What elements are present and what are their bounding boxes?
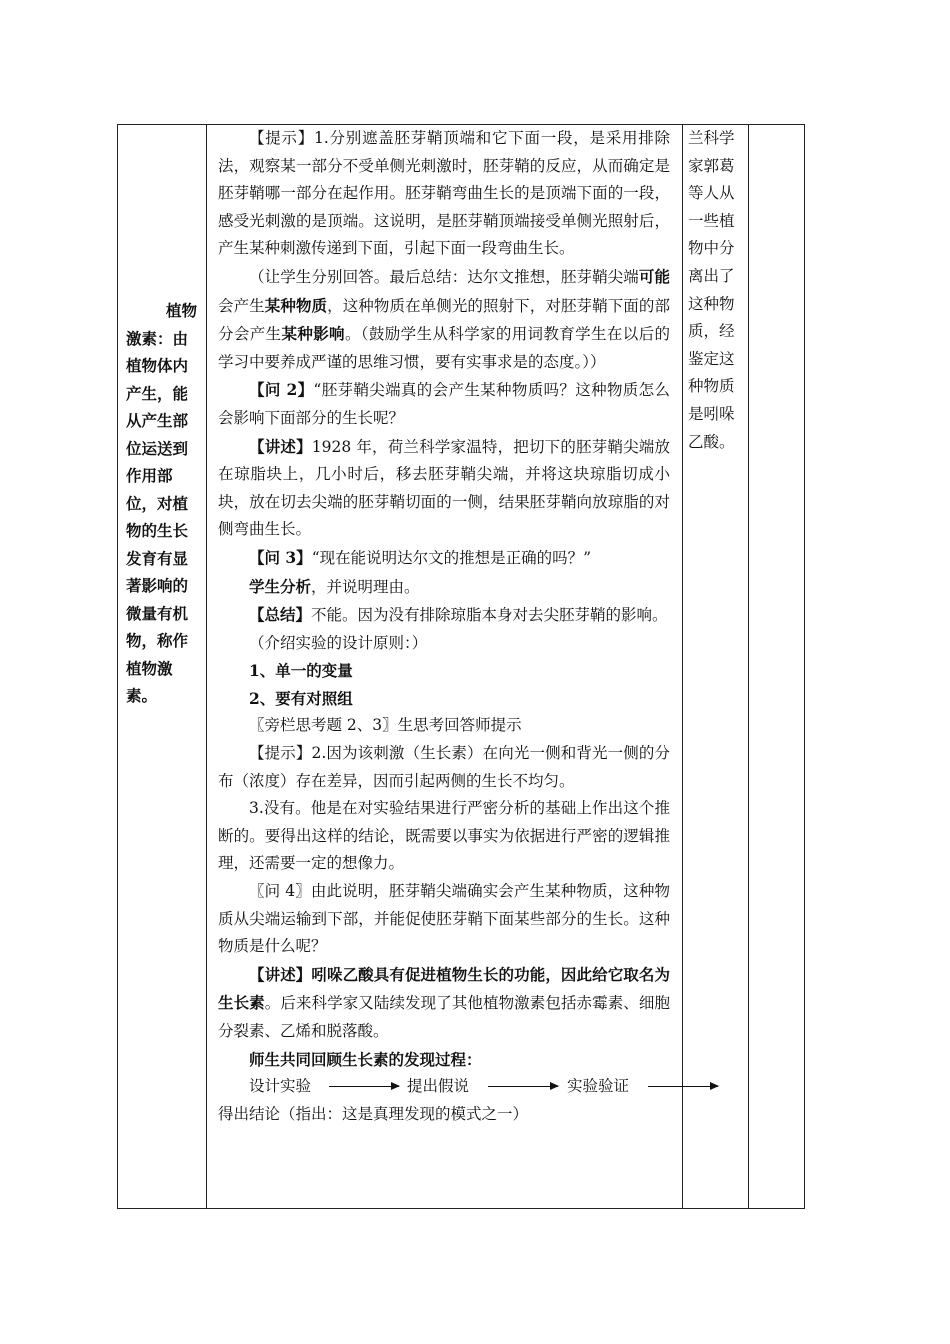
paragraph-sidebar-question: 〖旁栏思考题 2、3〗生思考回答师提示 [249,716,522,735]
paragraph-question-3: 【问 3】“现在能说明达尔文的推想是正确的吗？” [249,547,592,567]
paragraph-review-title: 师生共同回顾生长素的发现过程： [249,1049,482,1069]
paragraph-hint-1: 【提示】1.分别遮盖胚芽鞘顶端和它下面一段，是采用排除法，观察某一部分不受单侧光刺激时，胚芽鞘的反应，从而确定是胚芽鞘哪一部分在起作用。胚芽鞘弯曲生长的是顶端下面的一段，感受光刺激的是顶端。这说明，是胚芽鞘顶端接受单侧光照射后，产生某种刺激传递到下面，引起下面一段弯曲生长。 [218,129,670,258]
left-line: 植物 [166,301,198,320]
paragraph-design-principles: （介绍实验的设计原则：） [249,633,428,652]
right-line: 一些植 [688,211,735,230]
column-divider [682,125,683,1208]
principle-2: 2、要有对照组 [249,688,353,708]
left-line: 物，称作 [126,631,189,650]
left-line: 著影响的 [126,576,189,595]
left-line: 激素：由 [126,328,189,348]
arrow-right-icon [648,1086,718,1087]
left-line: 发育有显 [126,548,189,568]
flow-step-conclusion: 得出结论（指出：这是真理发现的模式之一） [218,1104,529,1123]
left-line: 位运送到 [126,438,189,458]
column-divider [748,125,749,1208]
paragraph-conclusion: 【总结】不能。因为没有排除琼脂本身对去尖胚芽鞘的影响。 [249,605,668,625]
paragraph-question-4: 〖问 4〗由此说明，胚芽鞘尖端确实会产生某种物质，这种物质从尖端运输到下部，并能促使胚芽鞘下面某些部分的生长。这种物质是什么呢？ [218,882,670,956]
principle-1: 1、单一的变量 [249,661,353,681]
main-cell [218,125,670,1128]
left-line: 位，对植 [126,493,189,513]
right-line: 家郭葛 [688,156,735,175]
discovery-flow [249,1073,670,1101]
paragraph-hint-3: 3.没有。他是在对实验结果进行严密分析的基础上作出这个推断的。要得出这样的结论，既需要以事实为依据进行严密的逻辑推理，还需要一定的想像力。 [218,799,670,873]
flow-step-hypothesis: 提出假说 [407,1077,470,1096]
right-line: 等人从 [688,184,735,203]
right-line: 兰科学 [688,129,735,147]
column-divider [206,125,207,1208]
right-line: 这种物 [688,294,735,313]
left-line: 素。 [126,686,158,705]
right-cell [688,125,748,456]
right-line: 乙酸。 [688,432,735,451]
left-line: 植物激 [126,658,173,678]
right-line: 鉴定这 [688,349,735,368]
left-line: 产生，能 [126,383,189,403]
left-line: 微量有机 [126,603,189,623]
arrow-right-icon [488,1086,558,1087]
left-line: 物的生长 [126,521,189,540]
flow-step-design: 设计实验 [249,1077,312,1096]
right-line: 种物质 [688,377,735,396]
paragraph-lecture-2: 【讲述】吲哚乙酸具有促进植物生长的功能，因此给它取名为生长素。后来科学家又陆续发现了其他植物激素包括赤霉素、细胞分裂素、乙烯和脱落酸。 [218,964,670,1040]
left-line: 植物体内 [126,356,189,375]
paragraph-summary: （让学生分别回答。最后总结：达尔文推想，胚芽鞘尖端可能会产生某种物质，这种物质在单侧光的照射下，对胚芽鞘下面的部分会产生某种影响。（鼓励学生从科学家的用词教育学生在以后的学习中要养成严谨的思维习惯，要有实事求是的态度。）） [218,266,670,371]
flow-step-verify: 实验验证 [567,1077,630,1096]
paragraph-question-2: 【问 2】“胚芽鞘尖端真的会产生某种物质吗？这种物质怎么会影响下面部分的生长呢？ [218,380,670,427]
arrow-right-icon [329,1086,399,1087]
left-cell [126,297,206,710]
right-line: 质，经 [688,322,735,341]
right-line: 是吲哚 [688,404,735,423]
paragraph-student-analysis: 学生分析，并说明理由。 [249,576,420,596]
left-line: 从产生部 [126,411,189,430]
right-line: 离出了 [688,266,735,285]
paragraph-hint-2: 【提示】2.因为该刺激（生长素）在向光一侧和背光一侧的分布（浓度）存在差异，因而引起两侧的生长不均匀。 [218,744,670,790]
left-line: 作用部 [126,466,173,485]
lesson-table [117,124,805,1209]
paragraph-lecture-1: 【讲述】1928 年，荷兰科学家温特，把切下的胚芽鞘尖端放在琼脂块上，几小时后，移去胚芽鞘尖端，并将这块琼脂切成小块，放在切去尖端的胚芽鞘切面的一侧，结果胚芽鞘向放琼脂的对侧弯曲生长。 [218,436,670,539]
right-line: 物中分 [688,239,735,258]
